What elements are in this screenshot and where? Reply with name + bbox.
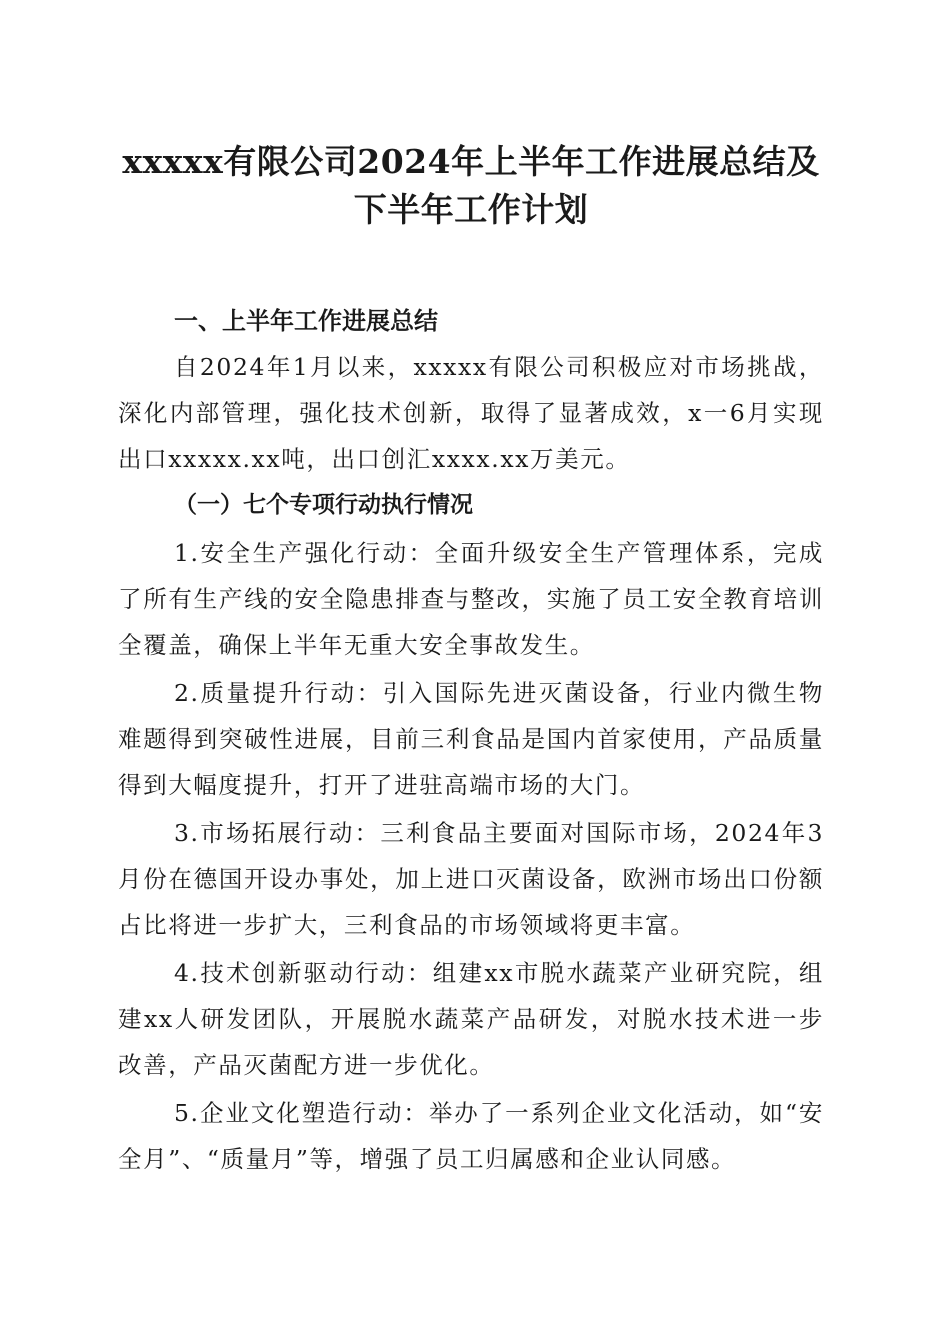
subsection-heading-seven-actions: （一）七个专项行动执行情况 [174,492,473,518]
list-item-market-action: 3.市场拓展行动：三利食品主要面对国际市场，2024年3月份在德国开设办事处，加上进口灭菌设备，欧洲市场出口份额占比将进一步扩大，三利食品的市场领域将更丰富。 [118,819,824,939]
document-page [118,138,824,1182]
section-heading-first-half-summary: 一、上半年工作进展总结 [174,307,438,335]
list-item-quality-action: 2.质量提升行动：引入国际先进灭菌设备，行业内微生物难题得到突破性进展，目前三利食品是国内首家使用，产品质量得到大幅度提升，打开了进驻高端市场的大门。 [118,679,824,799]
list-item-culture-action: 5.企业文化塑造行动：举办了一系列企业文化活动，如“安全月”、“质量月”等，增强了员工归属感和企业认同感。 [118,1099,824,1173]
document-title [118,138,824,234]
list-item-innovation-action: 4.技术创新驱动行动：组建xx市脱水蔬菜产业研究院，组建xx人研发团队，开展脱水蔬菜产品研发，对脱水技术进一步改善，产品灭菌配方进一步优化。 [118,959,824,1079]
title-line-1: xxxxx有限公司2024年上半年工作进展总结及 [122,142,820,181]
title-line-2: 下半年工作计划 [353,190,589,229]
intro-paragraph: 自2024年1月以来，xxxxx有限公司积极应对市场挑战，深化内部管理，强化技术创新，取得了显著成效，x一6月实现出口xxxxx.xx吨，出口创汇xxxx.xx万美元。 [118,353,824,473]
list-item-safety-action: 1.安全生产强化行动：全面升级安全生产管理体系，完成了所有生产线的安全隐患排查与整改，实施了员工安全教育培训全覆盖，确保上半年无重大安全事故发生。 [118,539,824,659]
